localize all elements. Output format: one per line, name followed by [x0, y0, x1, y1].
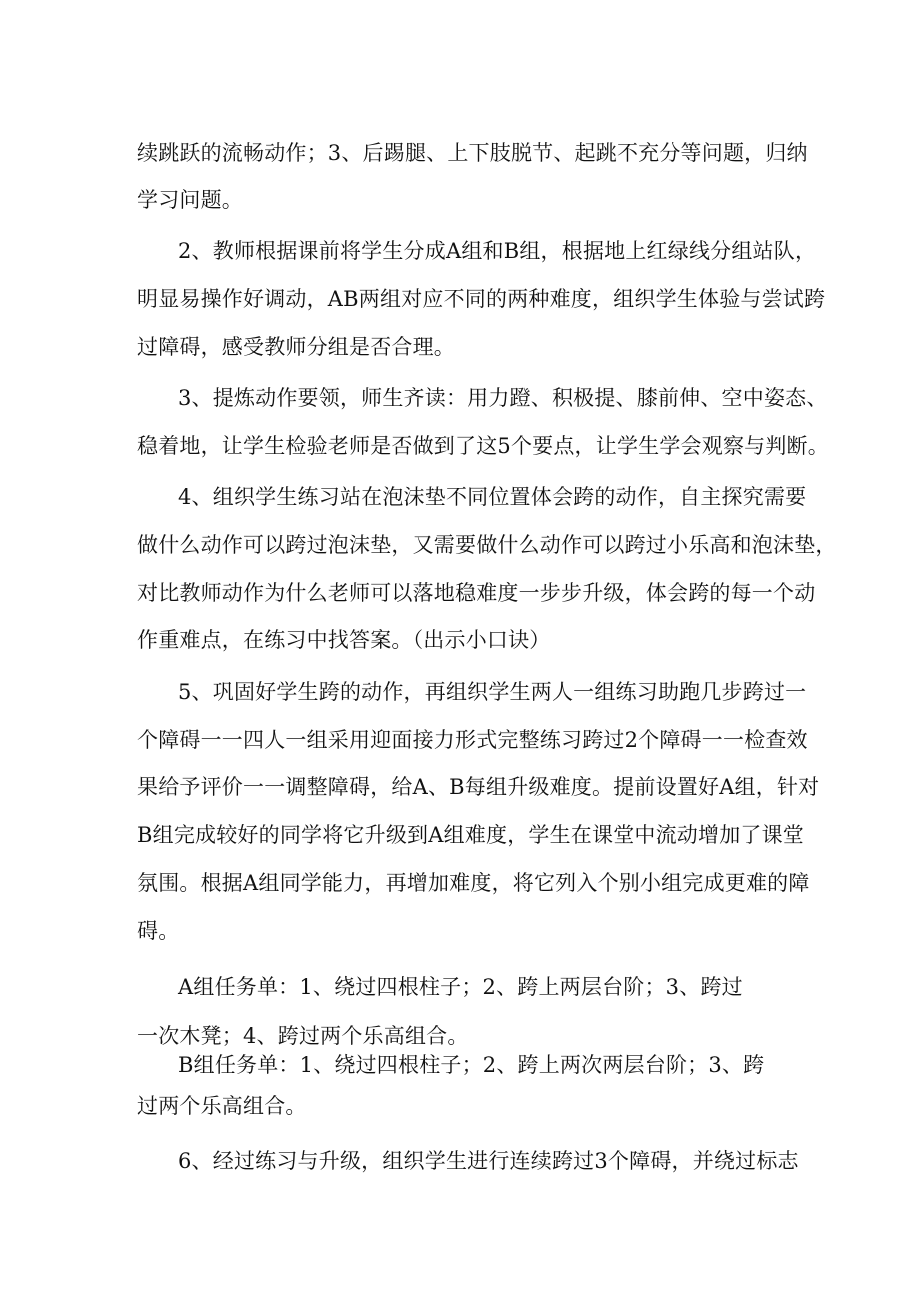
task-list-b: B组任务单：1、绕过四根柱子；2、跨上两次两层台阶；3、跨 [178, 1053, 765, 1077]
text-line: 过障碍，感受教师分组是否合理。 [137, 335, 455, 359]
text-line: 碍。 [137, 919, 180, 943]
text-line: 学习问题。 [137, 188, 243, 212]
text-line: 明显易操作好调动，AB两组对应不同的两种难度，组织学生体验与尝试跨 [137, 287, 826, 311]
paragraph-start: 3、提炼动作要领，师生齐读：用力蹬、积极提、膝前伸、空中姿态、 [178, 386, 828, 410]
text-line: 做什么动作可以跨过泡沫垫，又需要做什么动作可以跨过小乐高和泡沫垫， [137, 533, 837, 557]
text-line: 过两个乐高组合。 [137, 1094, 307, 1118]
text-line: 果给予评价一一调整障碍，给A、B每组升级难度。提前设置好A组，针对 [137, 775, 820, 799]
text-line: 个障碍一一四人一组采用迎面接力形式完整练习跨过2个障碍一一检查效 [137, 728, 808, 752]
text-line: 一次木凳；4、跨过两个乐高组合。 [137, 1024, 469, 1048]
paragraph-start: 6、经过练习与升级，组织学生进行连续跨过3个障碍，并绕过标志 [178, 1149, 799, 1173]
text-line: B组完成较好的同学将它升级到A组难度，学生在课堂中流动增加了课堂 [137, 823, 804, 847]
text-line: 对比教师动作为什么老师可以落地稳难度一步步升级，体会跨的每一个动 [137, 581, 816, 605]
paragraph-start: 2、教师根据课前将学生分成A组和B组，根据地上红绿线分组站队， [178, 239, 817, 263]
paragraph-start: 4、组织学生练习站在泡沫垫不同位置体会跨的动作，自主探究需要 [178, 485, 807, 509]
task-list-a: A组任务单：1、绕过四根柱子；2、跨上两层台阶；3、跨过 [178, 975, 743, 999]
text-line: 作重难点，在练习中找答案。（出示小口诀） [137, 628, 551, 652]
paragraph-start: 5、巩固好学生跨的动作，再组织学生两人一组练习助跑几步跨过一 [178, 680, 807, 704]
text-line: 续跳跃的流畅动作；3、后踢腿、上下肢脱节、起跳不充分等问题，归纳 [137, 141, 808, 165]
text-line: 氛围。根据A组同学能力，再增加难度，将它列入个别小组完成更难的障 [137, 871, 810, 895]
text-line: 稳着地，让学生检验老师是否做到了这5个要点，让学生学会观察与判断。 [137, 434, 829, 458]
